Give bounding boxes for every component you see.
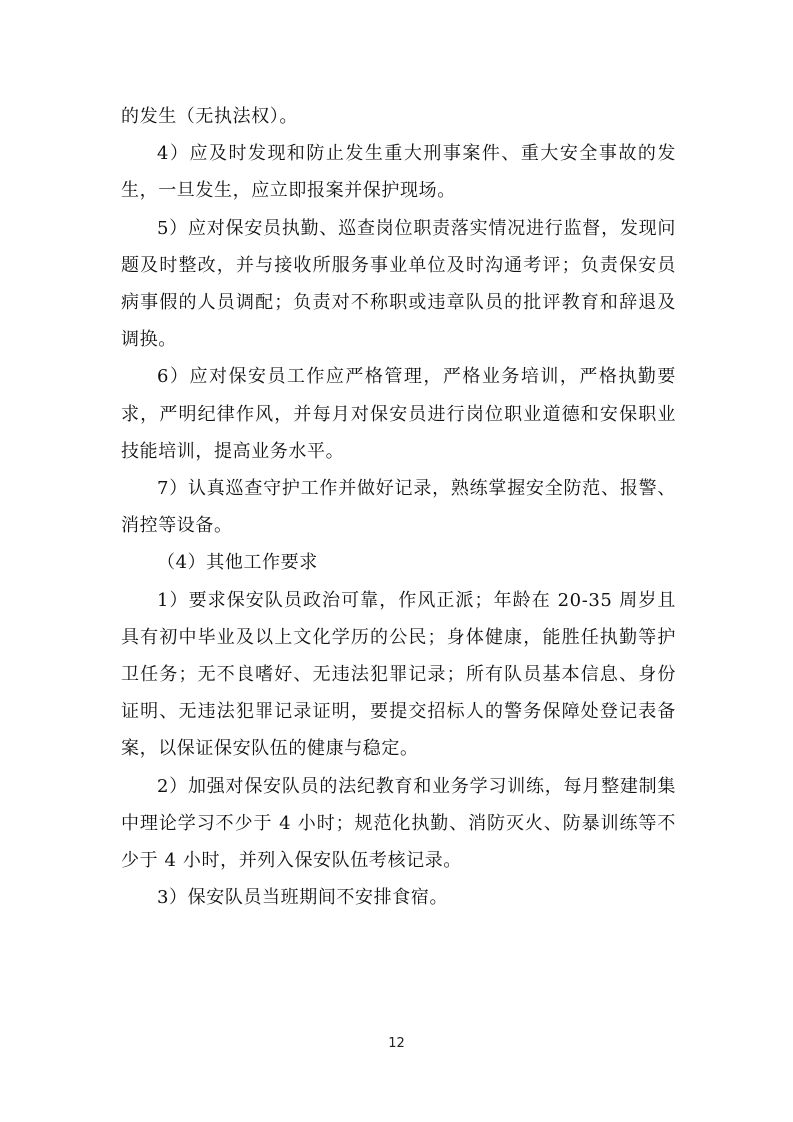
section-heading-other-requirements: （4）其他工作要求 [157,552,318,574]
paragraph-req-2: 2）加强对保安队员的法纪教育和业务学习训练，每月整建制集中理论学习不少于 4 小时；规范化执勤、消防灭火、防暴训练等不少于 4 小时，并列入保安队伍考核记录。 [121,775,676,872]
page-number: 12 [388,1036,405,1051]
paragraph-continuation: 的发生（无执法权）。 [121,106,298,127]
paragraph-item-5: 5）应对保安员执勤、巡查岗位职责落实情况进行监督，发现问题及时整改，并与接收所服务事业单位及时沟通考评；负责保安员病事假的人员调配；负责对不称职或违章队员的批评教育和辞退及调换。 [121,217,676,351]
paragraph-req-3: 3）保安队员当班期间不安排食宿。 [157,887,449,909]
body-text [121,98,676,916]
paragraph-item-6: 6）应对保安员工作应严格管理，严格业务培训，严格执勤要求，严明纪律作风，并每月对保安员进行岗位职业道德和安保职业技能培训，提高业务水平。 [121,366,676,462]
paragraph-item-7: 7）认真巡查守护工作并做好记录，熟练掌握安全防范、报警、消控等设备。 [121,478,676,537]
paragraph-item-4: 4）应及时发现和防止发生重大刑事案件、重大安全事故的发生，一旦发生，应立即报案并保护现场。 [121,143,676,202]
paragraph-req-1: 1）要求保安队员政治可靠，作风正派；年龄在 20-35 周岁且具有初中毕业及以上文化学历的公民；身体健康，能胜任执勤等护卫任务；无不良嗜好、无违法犯罪记录；所有队员基本信息、身份证明、无违法犯罪记录证明，要提交招标人的警务保障处登记表备案，以保证保安队伍的健康与稳定。 [121,589,676,760]
